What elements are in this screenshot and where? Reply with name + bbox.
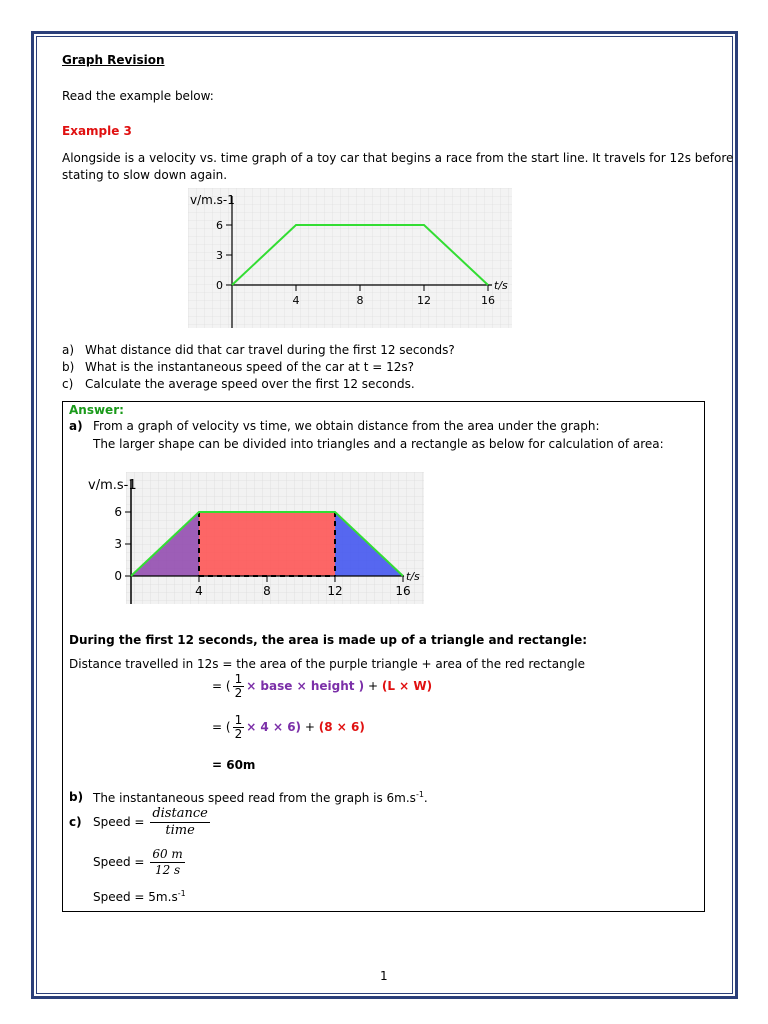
answer-a-label: a)	[69, 419, 83, 433]
eq2-red-term: (8 × 6)	[318, 720, 365, 734]
question-text: Calculate the average speed over the first 12 seconds.	[85, 377, 415, 391]
eq1-red-term: (L × W)	[381, 679, 433, 693]
answer-b-label: b)	[69, 790, 84, 804]
fraction-numerator: 1	[234, 713, 243, 727]
y-tick-label: 6	[216, 219, 223, 232]
x-tick-label: 4	[292, 294, 300, 307]
y-axis-label: v/m.s-1	[88, 478, 137, 493]
question-b	[62, 360, 414, 374]
y-axis-label: v/m.s-1	[190, 193, 235, 207]
x-tick-label: 8	[356, 294, 364, 307]
question-label: b)	[62, 360, 75, 374]
paragraph-line-1: Alongside is a velocity vs. time graph of a toy car that begins a race from the start line. It travels for 12s before	[62, 151, 734, 165]
speed-label: Speed =	[93, 815, 145, 829]
y-tick-label: 6	[114, 505, 122, 519]
x-tick-label: 4	[195, 584, 203, 598]
question-label: a)	[62, 343, 75, 357]
half-fraction	[233, 673, 245, 700]
equation-3: = 60m	[212, 758, 256, 772]
answer-b-text	[93, 790, 428, 805]
eq1-prefix: = (	[212, 679, 231, 693]
answer-b-sup: -1	[415, 790, 424, 799]
area-under-graph	[86, 472, 424, 604]
question-a	[62, 343, 455, 357]
y-tick-label: 3	[114, 537, 122, 551]
answer-a-line-2: The larger shape can be divided into triangles and a rectangle as below for calculation of area:	[93, 437, 664, 451]
area-statement: During the first 12 seconds, the area is made up of a triangle and rectangle:	[69, 633, 588, 647]
y-tick-label: 0	[216, 279, 223, 292]
fraction-numerator: 1	[234, 672, 243, 686]
fraction-numerator: distance	[152, 806, 208, 821]
fraction-numerator: 60 m	[152, 847, 183, 861]
speed-result-sup: -1	[177, 889, 186, 898]
eq2-prefix: = (	[212, 720, 231, 734]
eq2-plus: +	[301, 720, 319, 734]
question-text: What distance did that car travel during the first 12 seconds?	[85, 343, 455, 357]
x-tick-label: 16	[481, 294, 495, 307]
distance-line: Distance travelled in 12s = the area of the purple triangle + area of the red rectangle	[69, 657, 586, 671]
example-heading: Example 3	[62, 124, 132, 138]
speed-result	[93, 889, 186, 904]
question-label: c)	[62, 377, 74, 391]
velocity-time-graph	[188, 188, 512, 328]
answer-a-line-1: From a graph of velocity vs time, we obtain distance from the area under the graph:	[93, 419, 600, 433]
speed-label: Speed =	[93, 855, 145, 869]
fraction-denominator: 2	[234, 727, 243, 741]
question-text: What is the instantaneous speed of the car at t = 12s?	[85, 360, 414, 374]
answer-b-body: The instantaneous speed read from the graph is 6m.s	[93, 791, 416, 805]
fraction-denominator: time	[165, 823, 195, 838]
region-rectangle-2	[199, 512, 335, 576]
y-tick-label: 0	[114, 569, 122, 583]
eq2-purple-term: × 4 × 6)	[246, 720, 302, 734]
eq1-purple-term: × base × height )	[246, 679, 365, 693]
answer-c-label: c)	[69, 815, 82, 829]
x-axis-label: t/s	[406, 570, 420, 583]
answer-heading: Answer:	[69, 403, 124, 417]
x-tick-label: 8	[263, 584, 271, 598]
speed-result-text: Speed = 5m.s	[93, 890, 178, 904]
x-tick-label: 16	[395, 584, 411, 598]
page-title: Graph Revision	[62, 53, 165, 67]
fraction-denominator: 2	[234, 686, 243, 700]
distance-time-fraction	[150, 806, 209, 839]
speed-formula	[93, 806, 212, 839]
x-tick-label: 12	[417, 294, 431, 307]
y-tick-label: 3	[216, 249, 223, 262]
paragraph-line-2: stating to slow down again.	[62, 168, 228, 182]
answer-b-end: .	[423, 791, 428, 805]
page-number: 1	[380, 969, 388, 983]
equation-2	[212, 714, 365, 741]
speed-substitution	[93, 847, 187, 878]
x-tick-label: 12	[327, 584, 343, 598]
x-axis-label: t/s	[494, 279, 508, 292]
half-fraction	[233, 714, 245, 741]
fraction-denominator: 12 s	[154, 863, 181, 877]
eq1-plus: +	[364, 679, 382, 693]
value-fraction	[150, 847, 184, 878]
equation-1	[212, 673, 432, 700]
question-c	[62, 377, 415, 391]
intro-text: Read the example below:	[62, 89, 214, 103]
